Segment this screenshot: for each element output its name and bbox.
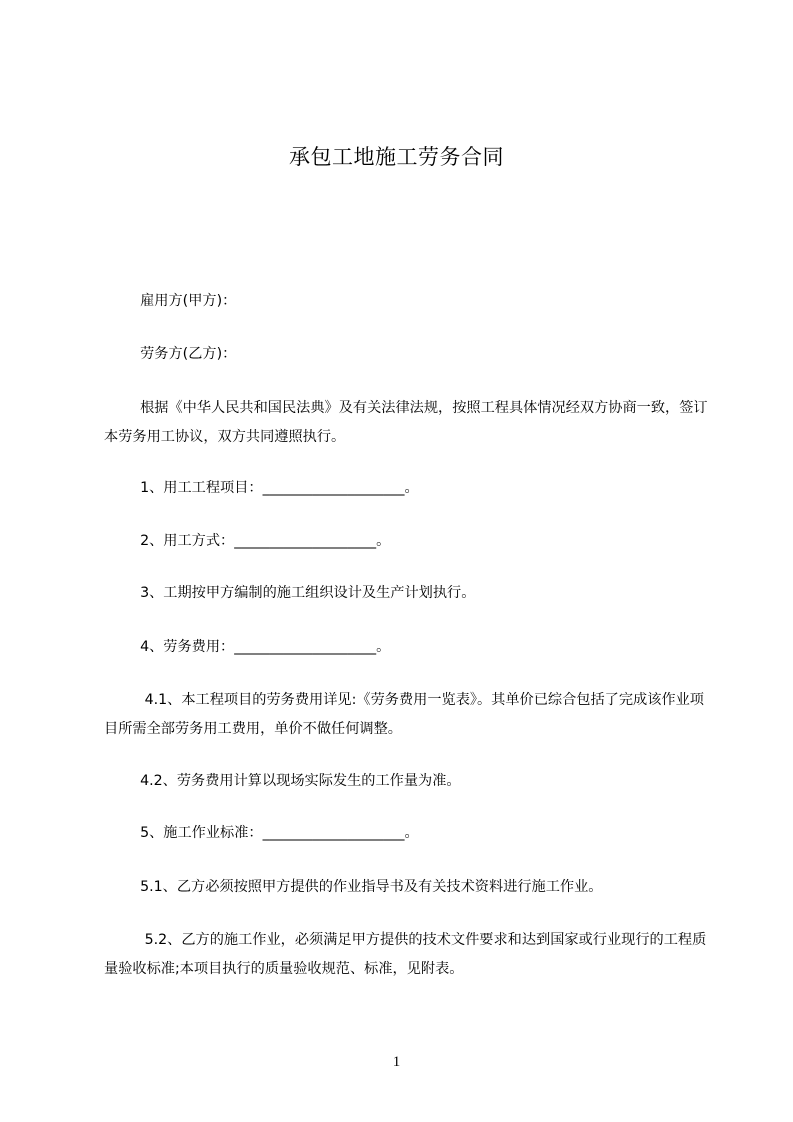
clause-4-labor-fee: 4、劳务费用：____________________。 — [104, 639, 391, 655]
clause-2-employment-method: 2、用工方式：____________________。 — [104, 533, 391, 549]
clause-1-project: 1、用工工程项目：____________________。 — [104, 480, 419, 496]
clause-5-2-quality: 5.2、乙方的施工作业，必须满足甲方提供的技术文件要求和达到国家或行业现行的工程质量验收标准;本项目执行的质量验收规范、标准，见附表。 — [104, 932, 707, 977]
clause-5-standard: 5、施工作业标准：____________________。 — [104, 825, 419, 841]
clause-5-1-instructions: 5.1、乙方必须按照甲方提供的作业指导书及有关技术资料进行施工作业。 — [104, 879, 603, 895]
page-number: 1 — [392, 1054, 401, 1070]
document-title: 承包工地施工劳务合同 — [289, 145, 504, 169]
clause-4-2-fee-calculation: 4.2、劳务费用计算以现场实际发生的工作量为准。 — [104, 773, 461, 789]
labor-party-line: 劳务方(乙方)： — [104, 346, 237, 362]
employer-party-line: 雇用方(甲方)： — [104, 293, 237, 309]
clause-4-1-fee-details: 4.1、本工程项目的劳务费用详见:《劳务费用一览表》。其单价已综合包括了完成该作业项目所需全部劳务用工费用，单价不做任何调整。 — [104, 692, 704, 737]
clause-3-schedule: 3、工期按甲方编制的施工组织设计及生产计划执行。 — [104, 585, 476, 601]
preamble-paragraph: 根据《中华人民共和国民法典》及有关法律法规，按照工程具体情况经双方协商一致，签订本劳务用工协议，双方共同遵照执行。 — [104, 400, 708, 445]
